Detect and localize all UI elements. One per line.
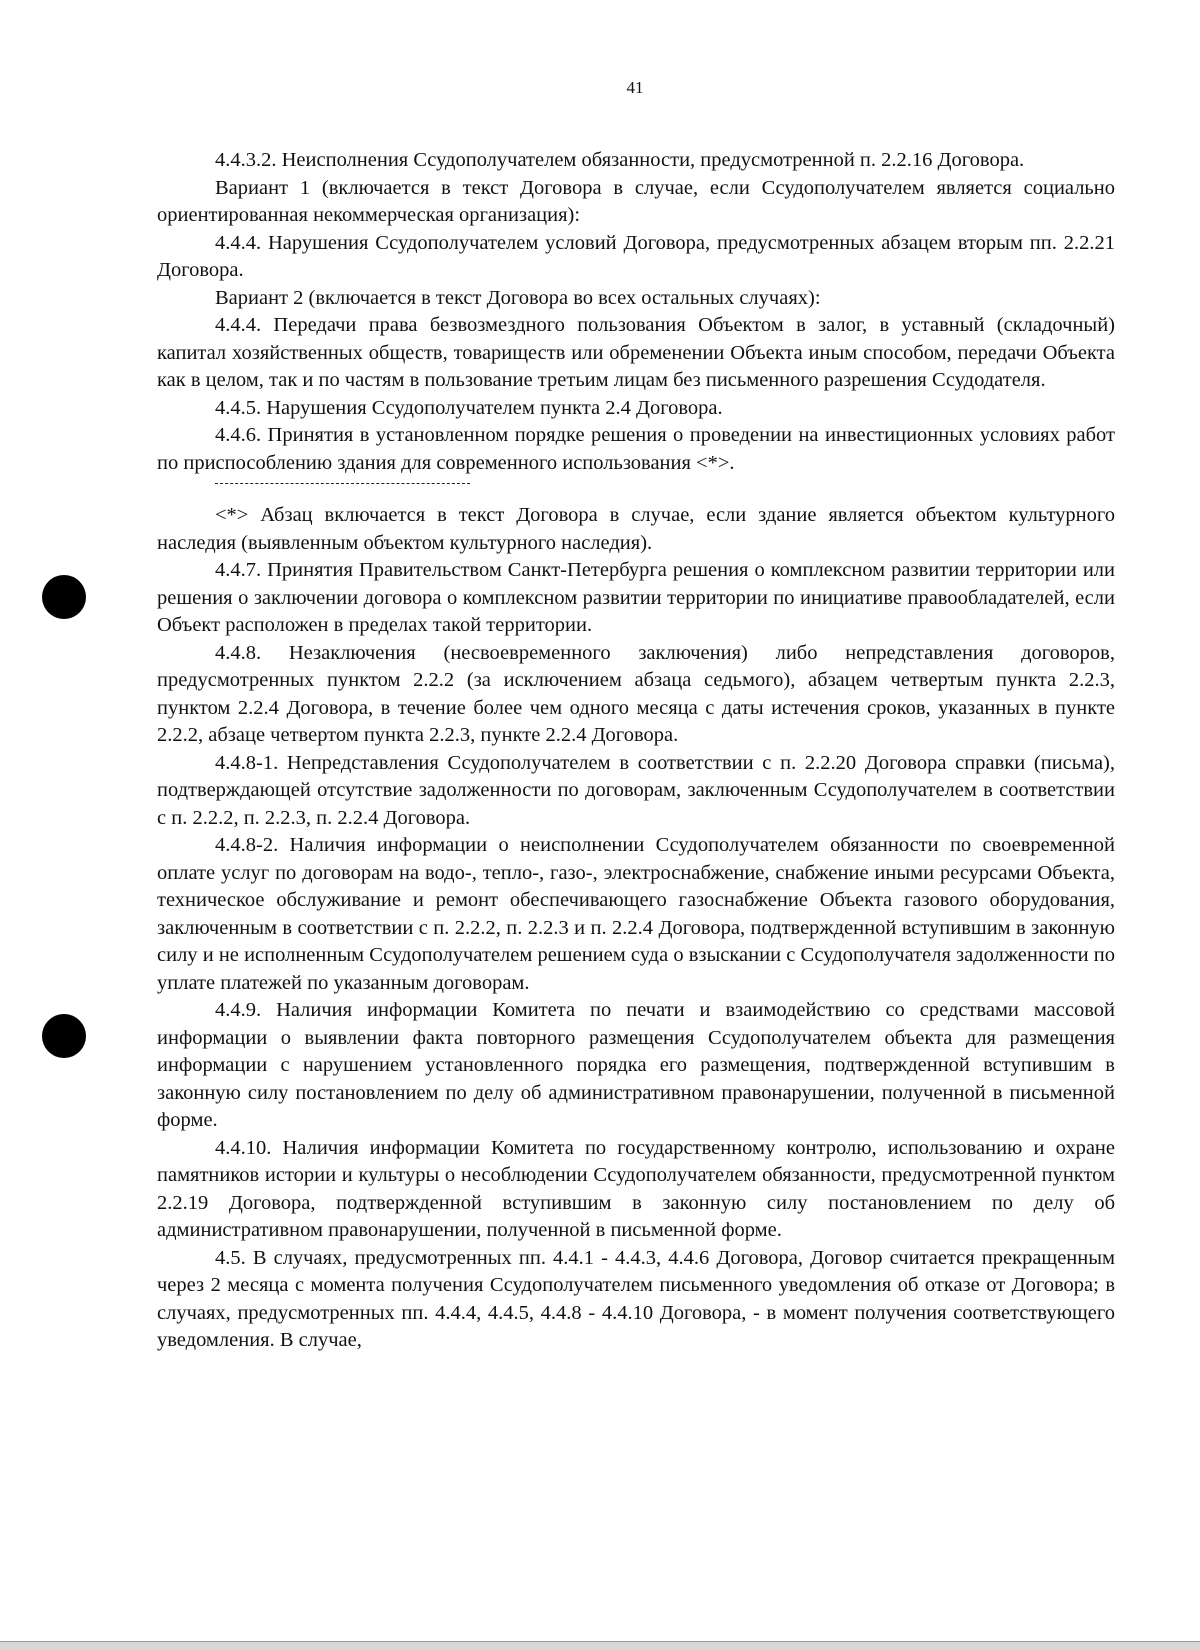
paragraph-4-4-9: 4.4.9. Наличия информации Комитета по печати и взаимодействию со средствами массовой информации о выявлении факта повторного размещения Ссудополучателем объекта для размещения информации с нарушением установленного порядка его размещения, подтвержденной вступившим в законную силу постановлением по делу об административном правонарушении, полученной в письменной форме. xyxy=(157,999,1115,1131)
paragraph-4-4-8: 4.4.8. Незаключения (несвоевременного заключения) либо непредставления договоров, предусмотренных пунктом 2.2.2 (за исключением абзаца седьмого), абзацем четвертым пункта 2.2.3, пунктом 2.2.4 Договора, в течение более чем одного месяца с даты истечения сроков, указанных в пункте 2.2.2, абзаце четвертом пункта 2.2.3, пункте 2.2.4 Договора. xyxy=(157,641,1115,746)
paragraph-4-4-8-1: 4.4.8-1. Непредставления Ссудополучателем в соответствии с п. 2.2.20 Договора справки (письма), подтверждающей отсутствие задолженности по договорам, заключенным Ссудополучателем в соответствии с п. 2.2.2, п. 2.2.3, п. 2.2.4 Договора. xyxy=(157,751,1115,829)
scan-bottom-edge xyxy=(0,1641,1200,1650)
paragraph-variant-1: Вариант 1 (включается в текст Договора в случае, если Ссудополучателем является социально ориентированная некоммерческая организация): xyxy=(157,176,1115,226)
paragraph-4-4-7: 4.4.7. Принятия Правительством Санкт-Петербурга решения о комплексном развитии территории или решения о заключении договора о комплексном развитии территории по инициативе правообладателей, если Объект расположен в пределах такой территории. xyxy=(157,559,1115,636)
paragraph-4-4-3-2: 4.4.3.2. Неисполнения Ссудополучателем обязанности, предусмотренной п. 2.2.16 Договора. xyxy=(215,149,1025,171)
page-number: 41 xyxy=(626,78,644,97)
paragraph-4-4-10: 4.4.10. Наличия информации Комитета по государственному контролю, использованию и охране памятников истории и культуры о несоблюдении Ссудополучателем обязанности, предусмотренной пунктом 2.2.19 Договора, подтвержденной вступившим в законную силу постановлением по делу об административном правонарушении, полученной в письменной форме. xyxy=(157,1136,1115,1241)
paragraph-4-4-4-variant-2: 4.4.4. Передачи права безвозмездного пользования Объектом в залог, в уставный (складочный) капитал хозяйственных обществ, товариществ или обременении Объекта иным способом, передачи Объекта как в целом, так и по частям в пользование третьим лицам без письменного разрешения Ссудодателя. xyxy=(157,314,1115,391)
punch-hole-bottom xyxy=(42,1014,86,1058)
paragraph-4-4-8-2: 4.4.8-2. Наличия информации о неисполнении Ссудополучателем обязанности по своевременной оплате услуг по договорам на водо-, тепло-, газо-, электроснабжение, снабжение иными ресурсами Объекта, техническое обслуживание и ремонт обеспечивающего газоснабжение Объекта газового оборудования, заключенным в соответствии с п. 2.2.2, п. 2.2.3 и п. 2.2.4 Договора, подтвержденной вступившим в законную силу и не исполненным Ссудополучателем решением суда о взыскании с Ссудополучателя задолженности по уплате платежей по указанным договорам. xyxy=(157,834,1115,994)
paragraph-4-4-4-variant-1: 4.4.4. Нарушения Ссудополучателем условий Договора, предусмотренных абзацем вторым пп. 2.2.21 Договора. xyxy=(157,231,1115,281)
footnote: <*> Абзац включается в текст Договора в случае, если здание является объектом культурного наследия (выявленным объектом культурного наследия). xyxy=(157,504,1115,554)
paragraph-4-5: 4.5. В случаях, предусмотренных пп. 4.4.1 - 4.4.3, 4.4.6 Договора, Договор считается прекращенным через 2 месяца с момента получения Ссудополучателем письменного уведомления об отказе от Договора; в случаях, предусмотренных пп. 4.4.4, 4.4.5, 4.4.8 - 4.4.10 Договора, - в момент получения соответствующего уведомления. В случае, xyxy=(157,1246,1115,1351)
paragraph-4-4-5: 4.4.5. Нарушения Ссудополучателем пункта 2.4 Договора. xyxy=(215,396,723,419)
document-body xyxy=(157,147,1115,1355)
paragraph-variant-2: Вариант 2 (включается в текст Договора во всех остальных случаях): xyxy=(215,286,821,309)
punch-hole-top xyxy=(42,575,86,619)
paragraph-4-4-6: 4.4.6. Принятия в установленном порядке решения о проведении на инвестиционных условиях работ по приспособлению здания для современного использования <*>. xyxy=(157,424,1115,474)
footnote-separator xyxy=(215,483,470,484)
